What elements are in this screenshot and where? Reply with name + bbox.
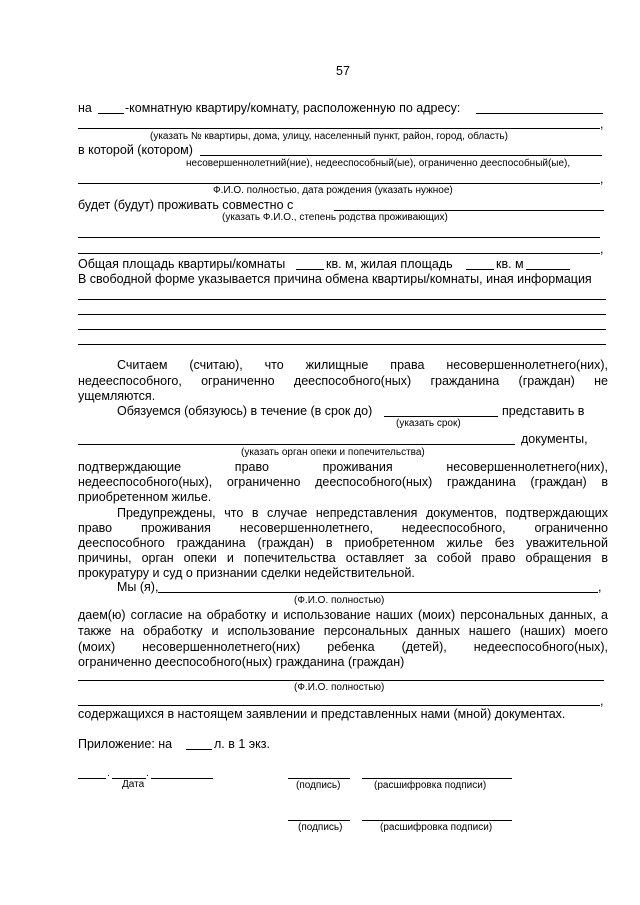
date-dot: . [107,768,110,779]
rooms-suffix: -комнатную квартиру/комнату, расположенную по адресу: [125,101,461,115]
in-which-blank [200,155,602,156]
rooms-prefix: на [78,101,92,115]
paragraph-line: также на обработку и использование персональных данных нашего (наших) моего [78,624,608,638]
blank-line [78,344,606,345]
decoding-blank [362,778,512,779]
hint-minors: несовершеннолетний(ние), недееспособный(ые), ограниченно дееспособный(ые), [186,158,571,169]
paragraph-line: прокуратуру и суд о признании сделки недействительной. [78,566,415,580]
signature-label-2: (подпись) [298,822,343,833]
signature-blank [288,778,350,779]
hint-fio: (Ф.И.О. полностью) [294,595,385,606]
paragraph-line: недееспособного(ных), ограниченно дееспособного(ных) гражданина (граждан) в [78,475,609,489]
blank-line [78,253,600,254]
attachment-label: Приложение: на [78,737,173,751]
hint-term: (указать срок) [396,418,461,429]
paragraph-line: даем(ю) согласие на обработку и использование наших (моих) персональных данных, а [78,608,608,622]
paragraph-line: Предупреждены, что в случае непредставления документов, подтверждающих [117,506,608,520]
we-label: Мы (я), [117,580,159,594]
term-blank [384,416,498,417]
documents-label: документы, [521,432,588,446]
area-label: Общая площадь квартиры/комнаты [78,257,286,271]
comma: , [600,117,604,131]
living-area-label: кв. м, жилая площадь [326,257,453,271]
blank-line [78,299,606,300]
we-fio-blank [158,592,598,593]
living-area-blank [466,269,494,270]
blank-line [78,705,600,706]
date-year-blank [151,778,213,779]
blank-line [78,314,606,315]
fio-blank-line [78,680,604,681]
attachment-copies: л. в 1 экз. [214,737,270,751]
address-line-2 [78,128,600,129]
rooms-count-blank [98,113,124,114]
paragraph-line: приобретенном жилье. [78,490,212,504]
area-unit: кв. м [496,257,524,271]
paragraph-line: недееспособного, ограниченно дееспособного(ных) гражданина (граждан) не [78,374,608,388]
sheets-blank [186,749,212,750]
paragraph-line: право проживания несовершеннолетнего, недееспособного, ограниченно [78,521,608,535]
area-unit-blank [526,269,570,270]
in-which-label: в которой (котором) [78,143,193,157]
will-live-label: будет (будут) проживать совместно с [78,198,294,212]
hint-fio-2: (Ф.И.О. полностью) [294,682,385,693]
blank-line [78,237,600,238]
guardian-blank [78,444,515,445]
paragraph-line: ущемляются. [78,389,156,403]
paragraph-line: ограниченно дееспособного(ных) гражданина (граждан) [78,655,405,669]
fio-birth-line [78,183,600,184]
obligation-present: представить в [502,404,585,418]
obligation-label: Обязуемся (обязуюсь) в течение (в срок до) [117,404,373,418]
decoding-label: (расшифровка подписи) [374,780,487,791]
total-area-blank [296,269,324,270]
decoding-blank-2 [362,820,512,821]
will-live-blank [334,210,604,211]
comma: , [600,694,604,708]
comma: , [600,172,604,186]
hint-fio-birth: Ф.И.О. полностью, дата рождения (указать нужное) [213,185,453,196]
free-form-label: В свободной форме указывается причина обмена квартиры/комнаты, иная информация [78,272,592,286]
comma: , [598,580,602,594]
address-blank [476,113,603,114]
paragraph-line: причины, орган опеки и попечительства оставляет за собой право обращения в [78,551,608,565]
date-label: Дата [122,779,145,790]
paragraph-line: дееспособного гражданина (граждан) в приобретенном жилье без уважительной [78,536,608,550]
paragraph-line: подтверждающие право проживания несовершеннолетнего(них), [78,460,608,474]
comma: , [600,242,604,256]
date-day-blank [78,778,106,779]
blank-line [78,329,606,330]
hint-fio-relation: (указать Ф.И.О., степень родства проживающих) [222,212,448,223]
date-dot: . [146,768,149,779]
paragraph-line: Считаем (считаю), что жилищные права несовершеннолетнего(них), [117,358,608,372]
paragraph-line: (моих) несовершеннолетнего(них) ребенка (детей), недееспособного(ных), [78,640,609,654]
hint-guardian: (указать орган опеки и попечительства) [241,447,425,458]
page-number: 57 [336,64,350,78]
signature-blank-2 [288,820,350,821]
contained-text: содержащихся в настоящем заявлении и представленных нами (мной) документах. [78,707,566,721]
signature-label: (подпись) [296,780,341,791]
decoding-label-2: (расшифровка подписи) [380,822,493,833]
hint-address: (указать № квартиры, дома, улицу, населенный пункт, район, город, область) [150,131,508,142]
